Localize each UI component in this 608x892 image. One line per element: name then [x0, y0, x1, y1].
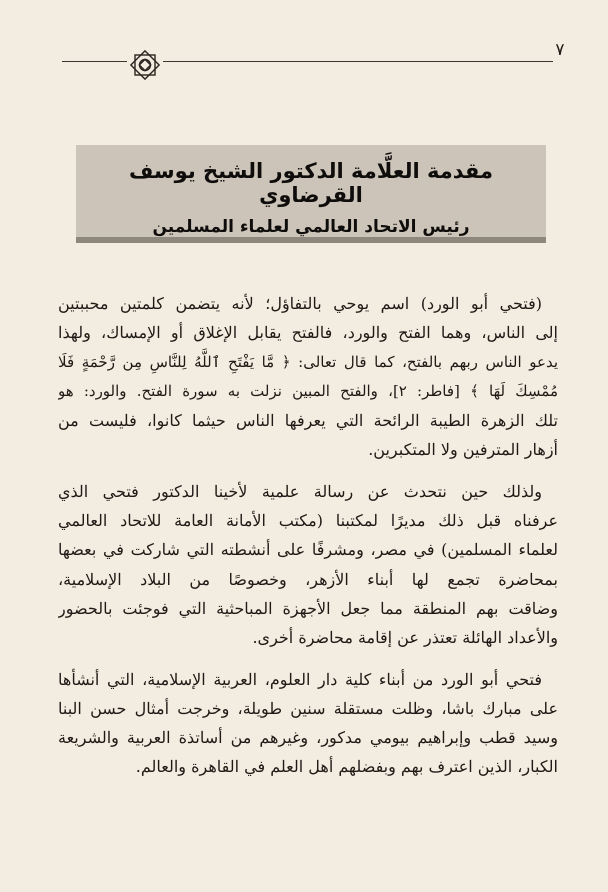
text-line: تلك الزهرة الطيبة الرائحة التي يعرفها الناس حيثما كانوا، فليست من: [58, 411, 558, 431]
title-subtitle: رئيس الاتحاد العالمي لعلماء المسلمين: [152, 217, 470, 237]
text-line: إلى الناس، وهما الفتح والورد، فالفتح يقابل الإغلاق أو الإمساك، ولهذا: [58, 323, 558, 343]
text-line: عرفناه قبل ذلك مديرًا لمكتبنا (مكتب الأمانة العامة للاتحاد العالمي: [58, 511, 558, 531]
text-line: مُمْسِكَ لَهَا ﴾ [فاطر: ٢]، والفتح المبين نزلت به سورة الفتح. والورد: هو: [58, 381, 558, 400]
text-line: وسيد قطب وإبراهيم بيومي مدكور، وغيرهم من أساتذة العربية والشريعة: [58, 728, 558, 748]
page-number: ٧: [555, 40, 565, 60]
text-line: الكبار، الذين اعترف بهم وبفضلهم أهل العلم في القاهرة والعالم.: [135, 757, 558, 777]
text-line: فتحي أبو الورد من أبناء كلية دار العلوم، العربية الإسلامية، التي أنشأها: [58, 669, 542, 689]
paragraph-2: [58, 477, 558, 653]
text-line: يدعو الناس ربهم بالفتح، كما قال تعالى: ﴿ مَّا يَفْتَحِ ٱللَّهُ لِلنَّاسِ مِن رَّحْمَةٍ فَلَا: [58, 352, 558, 371]
title-box: [76, 145, 546, 243]
text-line: بمحاضرة تجمع لها أبناء الأزهر، وخصوصًا من البلاد الإسلامية،: [58, 569, 558, 589]
paragraph-1: [58, 289, 558, 465]
body-text: [58, 289, 558, 794]
text-line: لعلماء المسلمين) في مصر، ومشرفًا على أنشطته التي شاركت في بعضها: [58, 540, 558, 560]
text-line: وضاقت بهم المنطقة مما جعل الأجهزة المباحثية التي فوجئت بالحضور: [58, 598, 558, 618]
title-main: مقدمة العلَّامة الدكتور الشيخ يوسف القرضاوي: [129, 159, 493, 207]
text-line: ولذلك حين نتحدث عن رسالة علمية لأخينا الدكتور فتحي الذي: [58, 481, 543, 501]
text-line: أزهار المترفين ولا المتكبرين.: [368, 440, 558, 460]
text-line: والأعداد الهائلة تعتذر عن إقامة محاضرة أخرى.: [252, 628, 558, 648]
text-line: (فتحي أبو الورد) اسم يوحي بالتفاؤل؛ لأنه يتضمن كلمتين محببتين: [58, 294, 542, 313]
text-line: على مبارك باشا، وظلت مستقلة سنين طويلة، وخرجت أمثال حسن البنا: [58, 698, 558, 718]
paragraph-3: [58, 665, 558, 782]
octagonal-star-ornament-icon: [127, 47, 163, 83]
